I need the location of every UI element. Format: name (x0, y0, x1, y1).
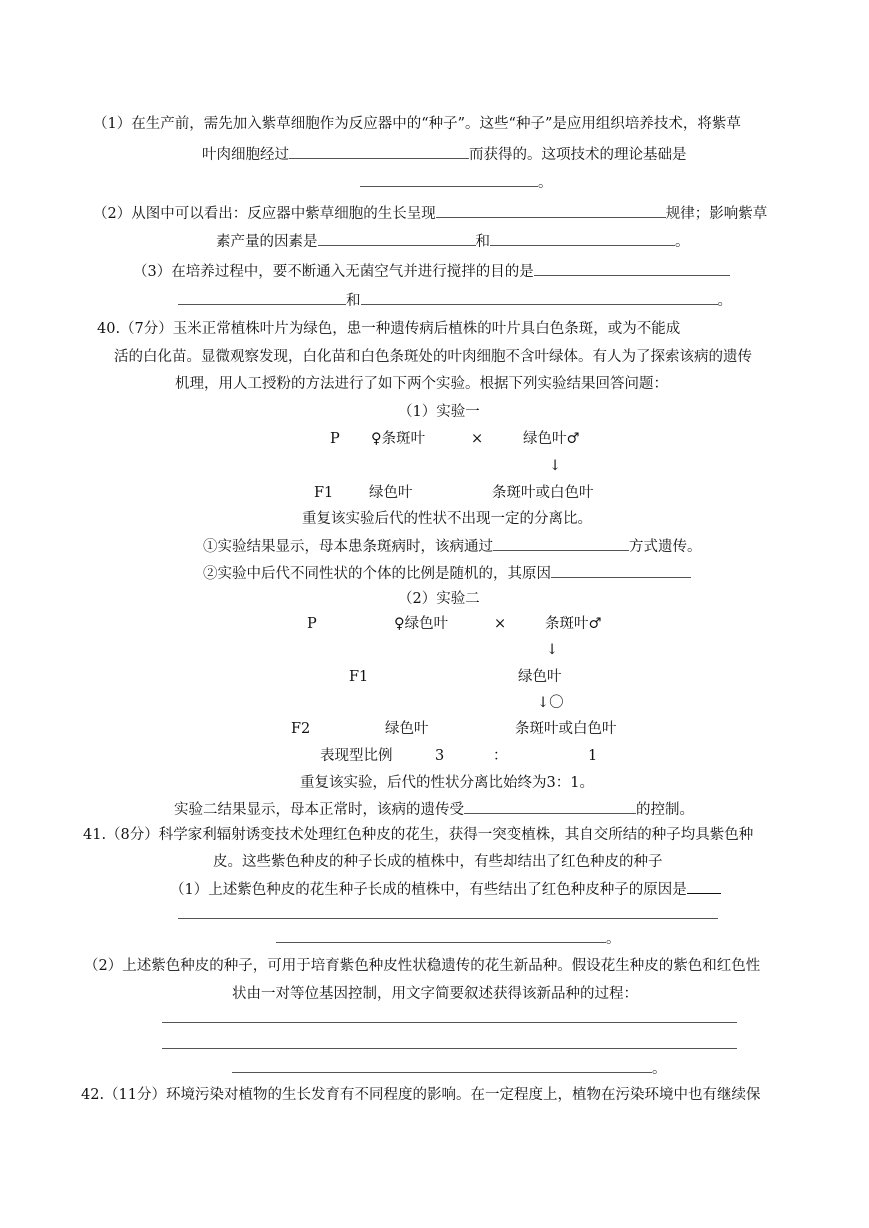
exp1-f1-label: F1 (314, 485, 334, 501)
q39-p1-text-b-pre: 叶肉细胞经过 (202, 147, 289, 163)
answer-line[interactable] (162, 1048, 737, 1049)
exp2-ratio-colon: ： (493, 748, 508, 764)
exp2-q-post: 的控制。 (636, 802, 694, 818)
q41-p1-end: 。 (606, 931, 621, 947)
q41-p2-end: 。 (652, 1061, 667, 1077)
q39-p3-text-a-pre: （3）在培养过程中，要不断通入无菌空气并进行搅拌的目的是 (133, 264, 534, 280)
q41-intro-line2: 皮。这些紫色种皮的种子长成的植株中，有些却结出了红色种皮的种子 (213, 854, 663, 870)
exp2-ratio-a: 3 (435, 748, 445, 764)
exp1-q1-pre: ①实验结果显示，母本患条斑病时，该病通过 (203, 539, 493, 555)
q39-p1-line3 (360, 172, 553, 192)
q41-p2-line2: 状由一对等位基因控制，用文字简要叙述获得该新品种的过程： (232, 986, 638, 1002)
q41-intro-line1: 41.（8分）科学家利辐射诱变技术处理红色种皮的花生，获得一突变植株，其自交所结的种子均具紫色种 (83, 827, 754, 843)
exp1-title: （1）实验一 (398, 404, 480, 420)
exp2-ratio-b: 1 (588, 748, 598, 764)
answer-blank[interactable] (361, 290, 718, 305)
q39-p2-text-a-post: 规律；影响紫草 (665, 206, 768, 222)
exp2-f1-label: F1 (349, 669, 369, 685)
q39-p2-text-a-pre: （2）从图中可以看出：反应器中紫草细胞的生长呈现 (93, 206, 436, 222)
q39-p1-line1 (93, 114, 741, 134)
q39-p2-text-b-mid: 和 (475, 234, 490, 250)
exp2-title: （2）实验二 (398, 591, 480, 607)
q39-p1-text-c-post: 。 (538, 175, 553, 191)
q39-p2-text-b-pre: 素产量的因素是 (216, 234, 318, 250)
q41-p1-pre: （1）上述紫色种皮的花生种子长成的植株中，有些结出了红色种皮种子的原因是 (170, 882, 687, 898)
answer-blank[interactable] (464, 799, 636, 814)
exp1-q2-pre: ②实验中后代不同性状的个体的比例是随机的，其原因 (203, 566, 551, 582)
exp1-question2 (203, 563, 691, 583)
answer-blank[interactable] (360, 172, 538, 187)
q39-p1-text-a: （1）在生产前，需先加入紫草细胞作为反应器中的“种子”。这些“种子”是应用组织培养技术，将紫草 (93, 116, 741, 132)
answer-blank[interactable] (276, 928, 606, 943)
exp1-question1 (203, 536, 702, 556)
q39-p2-line2 (216, 231, 690, 251)
answer-blank[interactable] (490, 231, 675, 246)
exp2-question (174, 799, 694, 819)
answer-line[interactable] (178, 918, 718, 919)
q40-intro-line1: 40.（7分）玉米正常植株叶片为绿色，患一种遗传病后植株的叶片具白色条斑，或为不能成 (97, 321, 681, 337)
q41-p1-line3 (276, 928, 621, 948)
exp1-f1-striped: 条斑叶或白色叶 (492, 485, 594, 501)
q39-p3-line1 (133, 261, 730, 281)
exp1-arrow: ↓ (549, 458, 562, 474)
exp1-female-parent: ♀条斑叶 (371, 431, 426, 447)
exp2-f1-green: 绿色叶 (518, 669, 562, 685)
q39-p1-line2 (202, 144, 687, 164)
exp2-female-parent: ♀绿色叶 (394, 616, 449, 632)
q39-p1-text-b-post: 而获得的。这项技术的理论基础是 (469, 147, 687, 163)
exp2-arrow: ↓ (546, 642, 559, 658)
q41-p2-line5 (232, 1058, 667, 1078)
answer-blank[interactable] (534, 261, 730, 276)
q39-p2-line1 (93, 203, 767, 223)
exp2-p-label: P (307, 616, 317, 632)
q40-intro-line3: 机理，用人工授粉的方法进行了如下两个实验。根据下列实验结果回答问题： (175, 376, 668, 392)
exp1-p-label: P (330, 431, 340, 447)
exp2-note: 重复该实验，后代的性状分离比始终为3：1。 (300, 775, 594, 791)
answer-blank[interactable] (493, 536, 629, 551)
exp2-f2-label: F2 (291, 721, 311, 737)
exp1-f1-green: 绿色叶 (369, 485, 413, 501)
answer-blank[interactable] (289, 144, 469, 159)
answer-line[interactable] (162, 1022, 737, 1023)
answer-blank[interactable] (318, 231, 476, 246)
exp2-cross-sign: × (494, 616, 507, 632)
q42-intro-line1: 42.（11分）环境污染对植物的生长发育有不同程度的影响。在一定程度上，植物在污染环境中也有继续保 (81, 1087, 761, 1103)
exp1-male-parent: 绿色叶♂ (523, 431, 580, 447)
q39-p2-text-b-post: 。 (675, 234, 690, 250)
q41-p2-line1: （2）上述紫色种皮的种子，可用于培育紫色种皮性状稳遗传的花生新品种。假设花生种皮的紫色和红色性 (84, 958, 761, 974)
q39-p3-line2 (178, 290, 732, 310)
exp1-cross-sign: × (471, 431, 484, 447)
answer-blank[interactable] (551, 563, 691, 578)
answer-blank[interactable] (178, 290, 346, 305)
exp2-ratio-label: 表现型比例 (320, 748, 393, 764)
exp1-q1-post: 方式遗传。 (629, 539, 702, 555)
q39-p3-text-b-mid: 和 (346, 293, 361, 309)
exp2-q-pre: 实验二结果显示，母本正常时，该病的遗传受 (174, 802, 464, 818)
exp2-f2-striped: 条斑叶或白色叶 (515, 721, 617, 737)
q41-p1-line1 (170, 879, 721, 899)
exp2-male-parent: 条斑叶♂ (545, 616, 602, 632)
answer-blank[interactable] (436, 203, 666, 218)
exp2-selfing-arrow: ↓〇 (537, 695, 564, 711)
exp1-note: 重复该实验后代的性状不出现一定的分离比。 (302, 511, 592, 527)
q39-p3-text-b-post: 。 (717, 293, 732, 309)
exp2-f2-green: 绿色叶 (385, 721, 429, 737)
answer-blank[interactable] (232, 1058, 652, 1073)
answer-blank[interactable] (687, 879, 721, 894)
q40-intro-line2: 活的白化苗。显微观察发现，白化苗和白色条斑处的叶肉细胞不含叶绿体。有人为了探索该病的遗传 (114, 349, 752, 365)
